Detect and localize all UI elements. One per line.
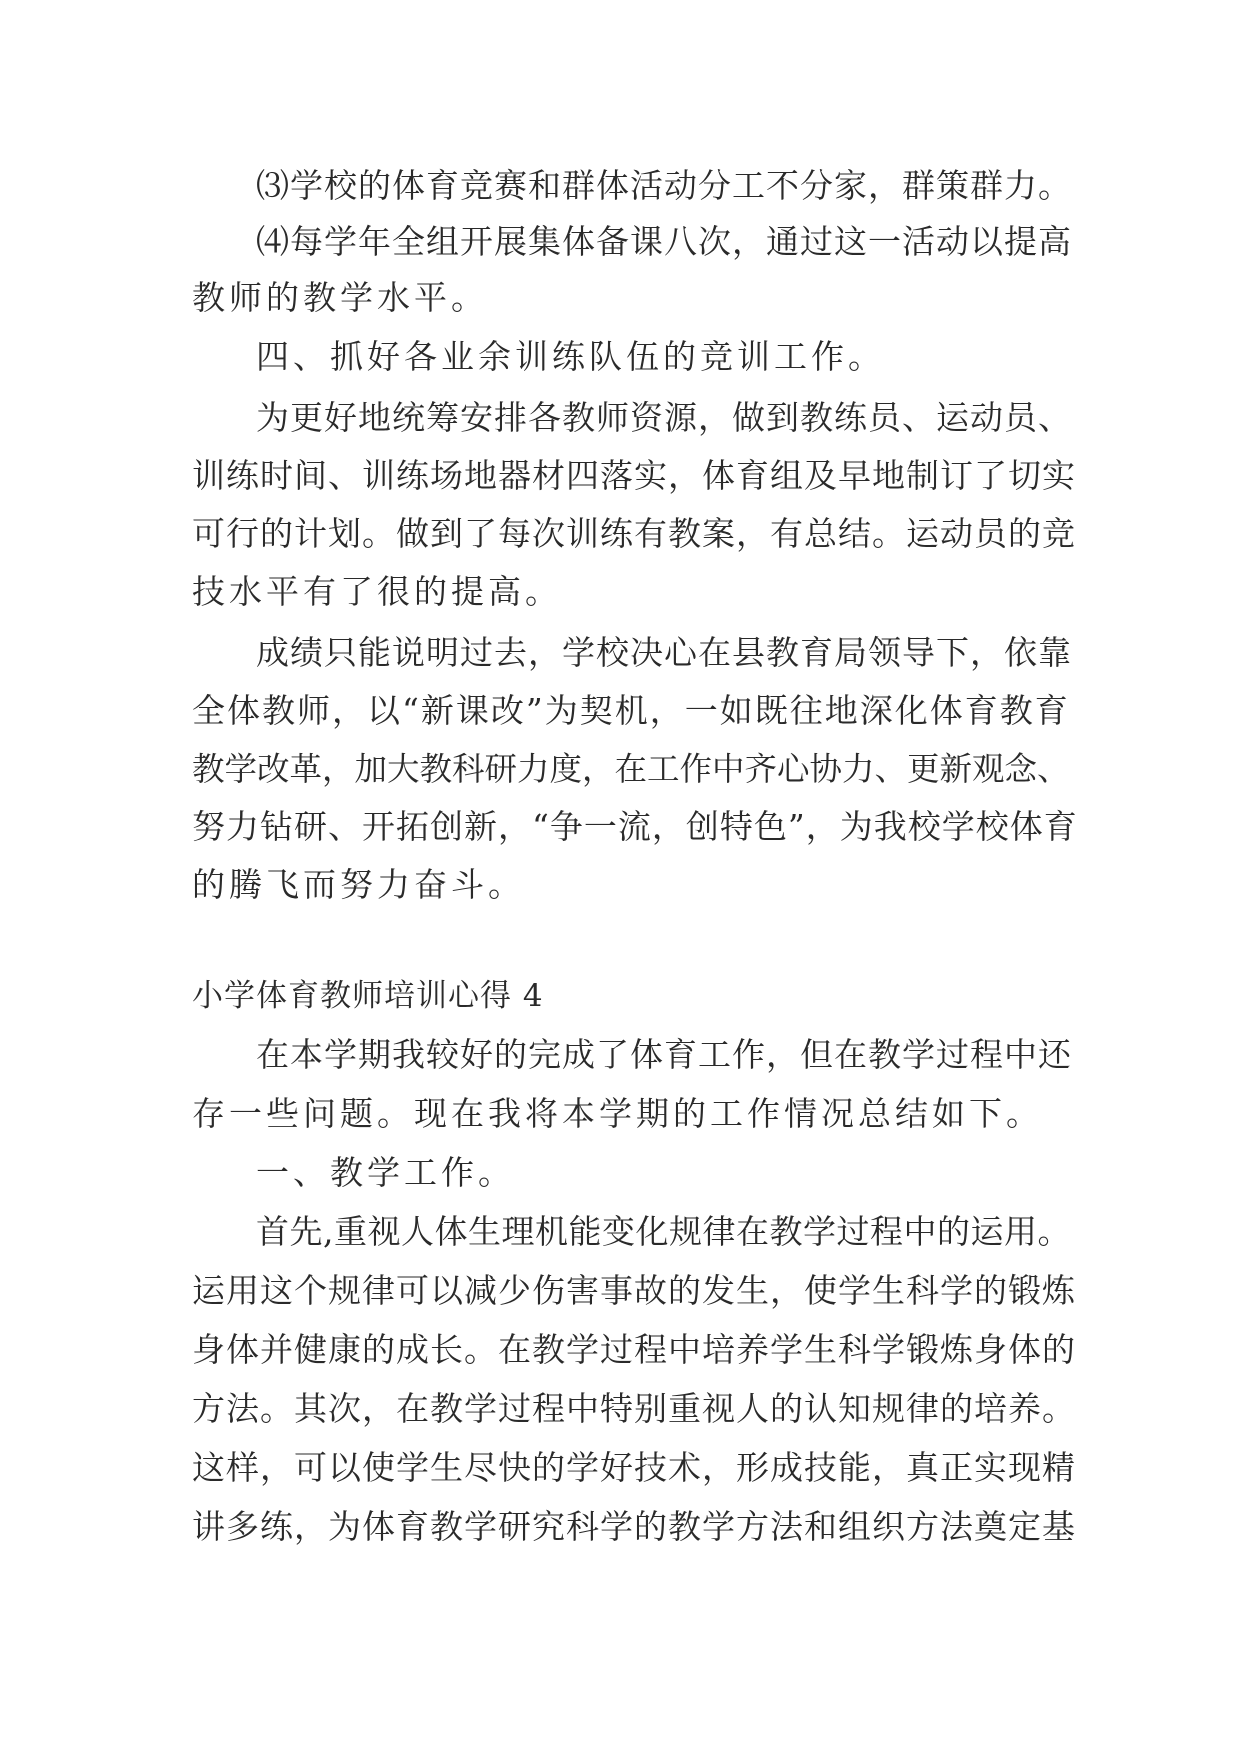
paragraph-line-15: 在本学期我较好的完成了体育工作，但在教学过程中还 <box>256 1035 1072 1074</box>
paragraph-line-18: 首先,重视人体生理机能变化规律在教学过程中的运用。 <box>256 1212 1071 1251</box>
section-title: 小学体育教师培训心得 4 <box>192 978 544 1014</box>
paragraph-line-11: 教学改革，加大教科研力度，在工作中齐心协力、更新观念、 <box>192 750 1070 788</box>
section-heading-one: 一、教学工作。 <box>256 1153 515 1192</box>
paragraph-line-1: ⑶学校的体育竞赛和群体活动分工不分家，群策群力。 <box>256 166 1072 205</box>
paragraph-line-9: 成绩只能说明过去，学校决心在县教育局领导下，依靠 <box>256 633 1072 672</box>
paragraph-line-13: 的腾飞而努力奋斗。 <box>192 865 525 904</box>
paragraph-line-21: 方法。其次，在教学过程中特别重视人的认知规律的培养。 <box>192 1389 1076 1428</box>
paragraph-line-22: 这样，可以使学生尽快的学好技术，形成技能，真正实现精 <box>192 1448 1076 1487</box>
paragraph-line-6: 训练时间、训练场地器材四落实，体育组及早地制订了切实 <box>192 456 1076 495</box>
paragraph-line-5: 为更好地统筹安排各教师资源，做到教练员、运动员、 <box>256 398 1072 437</box>
paragraph-line-23: 讲多练，为体育教学研究科学的教学方法和组织方法奠定基 <box>192 1507 1076 1546</box>
paragraph-line-2: ⑷每学年全组开展集体备课八次，通过这一活动以提高 <box>256 222 1072 261</box>
paragraph-line-12: 努力钻研、开拓创新，“争一流，创特色”，为我校学校体育 <box>192 807 1078 846</box>
paragraph-line-3: 教师的教学水平。 <box>192 278 488 317</box>
paragraph-line-8: 技水平有了很的提高。 <box>192 572 562 611</box>
paragraph-line-19: 运用这个规律可以减少伤害事故的发生，使学生科学的锻炼 <box>192 1271 1076 1310</box>
section-heading-four: 四、抓好各业余训练队伍的竞训工作。 <box>256 337 885 376</box>
paragraph-line-10: 全体教师，以“新课改”为契机，一如既往地深化体育教育 <box>192 691 1070 730</box>
paragraph-line-7: 可行的计划。做到了每次训练有教案，有总结。运动员的竞 <box>192 514 1076 553</box>
paragraph-line-20: 身体并健康的成长。在教学过程中培养学生科学锻炼身体的 <box>192 1330 1076 1369</box>
paragraph-line-16: 存一些问题。现在我将本学期的工作情况总结如下。 <box>192 1094 1043 1133</box>
